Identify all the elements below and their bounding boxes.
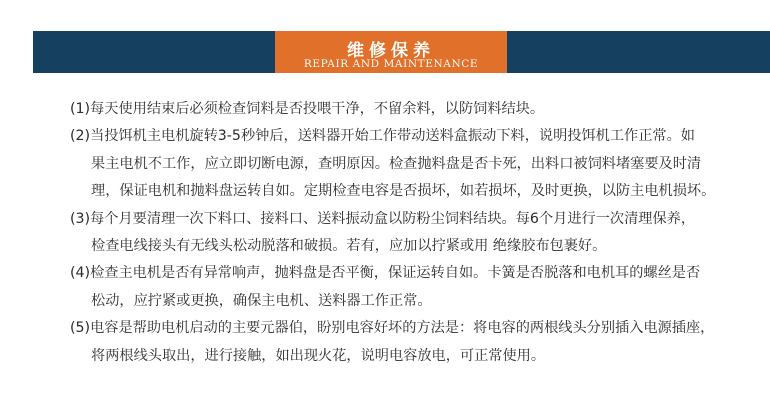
- item-2-line-2: 果主电机不工作，应立即切断电源，查明原因。检查抛料盘是否卡死，出料口被饲料堵塞要及时清: [91, 155, 702, 172]
- item-1-line-1: (1)每天使用结束后必须检查饲料是否投喂干净，不留余料，以防饲料结块。: [70, 101, 545, 117]
- item-2-line-3: 理，保证电机和抛料盘运转自如。定期检查电容是否损坏，如若损坏，及时更换，以防主电机损坏。: [91, 183, 716, 200]
- maintenance-text: [70, 96, 760, 370]
- item-5-line-2: 将两根线头取出，进行接触，如出现火花，说明电容放电，可正常使用。: [91, 347, 546, 364]
- item-4-line-1: (4)检查主电机是否有异常响声，抛料盘是否平衡，保证运转自如。卡簧是否脱落和电机耳的螺丝是否: [70, 265, 701, 282]
- section-title-box: [275, 31, 507, 73]
- section-title: 维修保养: [347, 41, 435, 61]
- item-3-line-1: (3)每个月要清理一次下料口、接料口、送料振动盒以防粉尘饲料结块。每6个月进行一次清理保养，: [70, 210, 696, 227]
- item-2-line-1: (2)当投饵机主电机旋转3-5秒钟后，送料器开始工作带动送料盒振动下料，说明投饵机工作正常。如: [70, 128, 695, 145]
- item-3-line-2: 检查电线接头有无线头松动脱落和破损。若有，应加以拧紧或用 绝缘胶布包裹好。: [91, 237, 607, 254]
- section-subtitle: REPAIR AND MAINTENANCE: [303, 58, 479, 70]
- item-4-line-2: 松动，应拧紧或更换，确保主电机、送料器工作正常。: [91, 292, 432, 309]
- item-5-line-1: (5)电容是帮助电机启动的主要元器伯，盼别电容好坏的方法是：将电容的两根线头分别插入电源插座，: [70, 320, 715, 337]
